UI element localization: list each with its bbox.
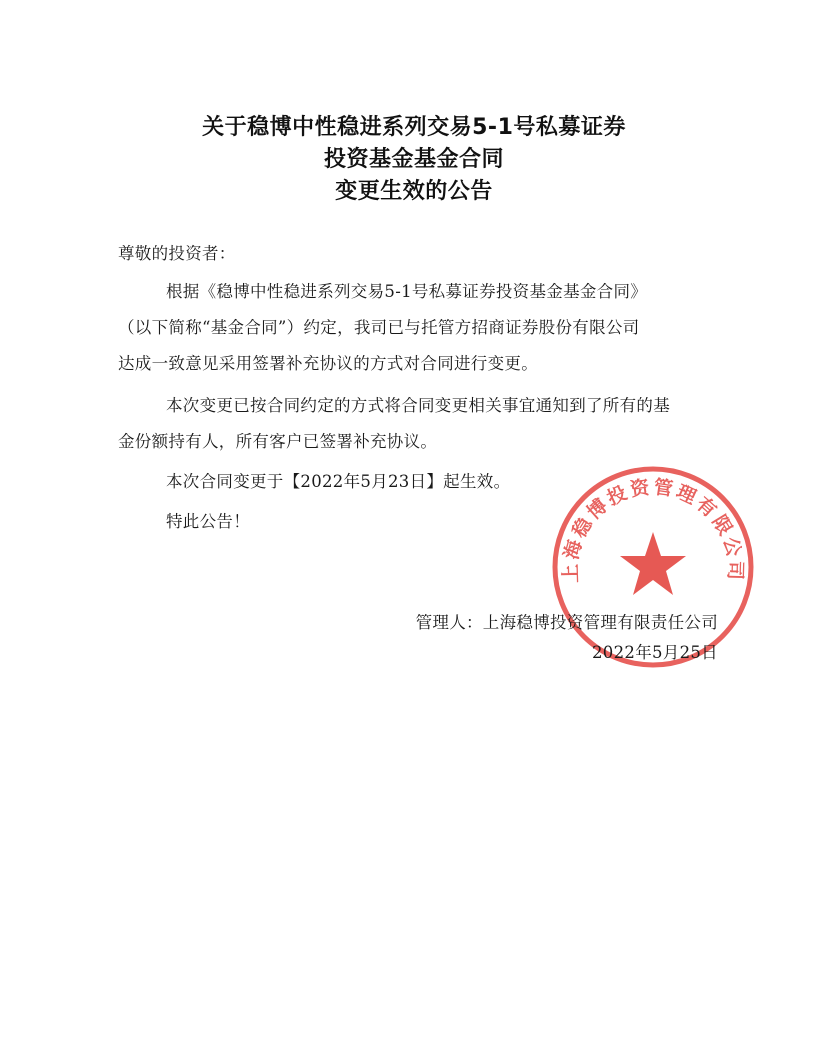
title-line-1: 关于稳博中性稳进系列交易5-1号私募证券 — [202, 115, 626, 140]
paragraph-1-line-2: （以下简称“基金合同”）约定，我司已与托管方招商证券股份有限公司 — [118, 318, 640, 337]
title-line-3: 变更生效的公告 — [335, 179, 493, 204]
paragraph-3: 本次合同变更于【2022年5月23日】起生效。 — [166, 472, 511, 491]
salutation: 尊敬的投资者： — [118, 244, 236, 263]
paragraph-4: 特此公告！ — [166, 512, 250, 531]
seal-text-arc: 上海稳博投资管理有限公司 — [559, 476, 747, 584]
title-line-2: 投资基金基金合同 — [323, 147, 504, 172]
paragraph-1-line-3: 达成一致意见采用签署补充协议的方式对合同进行变更。 — [118, 354, 538, 373]
paragraph-2-line-2: 金份额持有人，所有客户已签署补充协议。 — [118, 432, 438, 451]
signature-date: 2022年5月25日 — [592, 643, 718, 662]
paragraph-2-line-1: 本次变更已按合同约定的方式将合同变更相关事宜通知到了所有的基 — [166, 396, 670, 415]
manager-signature: 管理人：上海稳博投资管理有限责任公司 — [415, 613, 718, 632]
paragraph-1-line-1: 根据《稳博中性稳进系列交易5-1号私募证券投资基金基金合同》 — [166, 282, 648, 301]
seal-star-icon — [620, 532, 686, 595]
signature-block — [416, 608, 718, 668]
document-title — [0, 112, 828, 208]
